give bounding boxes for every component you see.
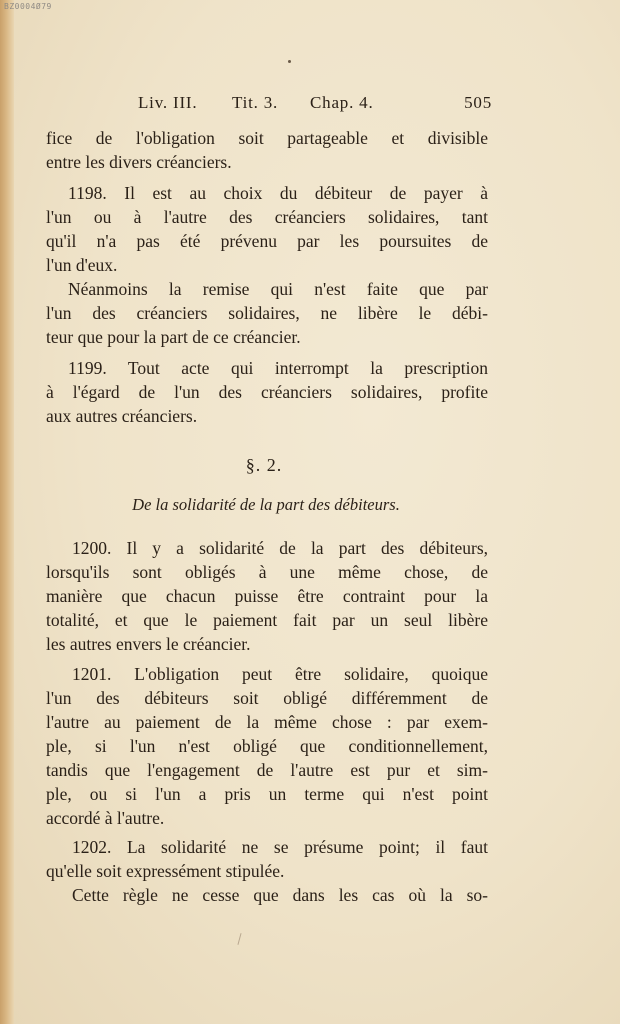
paragraph-continuation	[46, 126, 488, 174]
text-line: Cette règle ne cesse que dans les cas où la so-	[72, 885, 488, 905]
article-1202	[46, 835, 488, 883]
text-line: l'un des débiteurs soit obligé différemment de	[46, 688, 488, 708]
text-line: l'un ou à l'autre des créanciers solidaires, tant	[46, 207, 488, 227]
running-head-chapter: Chap. 4.	[310, 93, 374, 112]
text-line: à l'égard de l'un des créanciers solidaires, profite	[46, 382, 488, 402]
ink-mark	[237, 933, 241, 945]
text-line: 1202. La solidarité ne se présume point; il faut	[72, 837, 488, 857]
ink-speck	[288, 60, 291, 63]
text-line: manière que chacun puisse être contraint pour la	[46, 586, 488, 606]
running-head-title: Tit. 3.	[232, 93, 279, 112]
text-line: ple, si l'un n'est obligé que conditionnellement,	[46, 736, 488, 756]
text-line: 1200. Il y a solidarité de la part des débiteurs,	[72, 538, 488, 558]
text-line: tandis que l'engagement de l'autre est pur et sim-	[46, 760, 488, 780]
text-line: lorsqu'ils sont obligés à une même chose, de	[46, 562, 488, 582]
text-line: 1201. L'obligation peut être solidaire, quoique	[72, 664, 488, 684]
text-line: fice de l'obligation soit partageable et divisible	[46, 128, 488, 148]
running-head-book: Liv. III.	[138, 93, 198, 112]
running-head	[110, 93, 492, 117]
article-1200	[46, 536, 488, 656]
text-line: accordé à l'autre.	[46, 808, 165, 828]
text-line: les autres envers le créancier.	[46, 634, 251, 654]
text-line: qu'elle soit expressément stipulée.	[46, 861, 285, 881]
article-1202-paragraph-2	[46, 883, 488, 907]
text-line: teur que pour la part de ce créancier.	[46, 327, 301, 347]
article-1199	[46, 356, 488, 428]
text-line: 1198. Il est au choix du débiteur de payer à	[68, 183, 488, 203]
article-1198-paragraph-2	[46, 277, 488, 349]
text-line: l'un des créanciers solidaires, ne libère le débi-	[46, 303, 488, 323]
text-line: totalité, et que le paiement fait par un seul libère	[46, 610, 488, 630]
article-1201	[46, 662, 488, 830]
text-line: Néanmoins la remise qui n'est faite que par	[68, 279, 488, 299]
page-number: 505	[464, 93, 492, 112]
library-stamp: BZ0004Ø79	[4, 2, 52, 11]
section-title: De la solidarité de la part des débiteurs.	[132, 495, 400, 514]
text-line: qu'il n'a pas été prévenu par les poursuites de	[46, 231, 488, 251]
text-line: l'un d'eux.	[46, 255, 118, 275]
text-line: 1199. Tout acte qui interrompt la prescription	[68, 358, 488, 378]
text-line: entre les divers créanciers.	[46, 152, 232, 172]
section-mark: §. 2.	[245, 455, 283, 475]
text-line: aux autres créanciers.	[46, 406, 198, 426]
text-line: ple, ou si l'un a pris un terme qui n'est point	[46, 784, 488, 804]
text-line: l'autre au paiement de la même chose : par exem-	[46, 712, 488, 732]
article-1198	[46, 181, 488, 277]
